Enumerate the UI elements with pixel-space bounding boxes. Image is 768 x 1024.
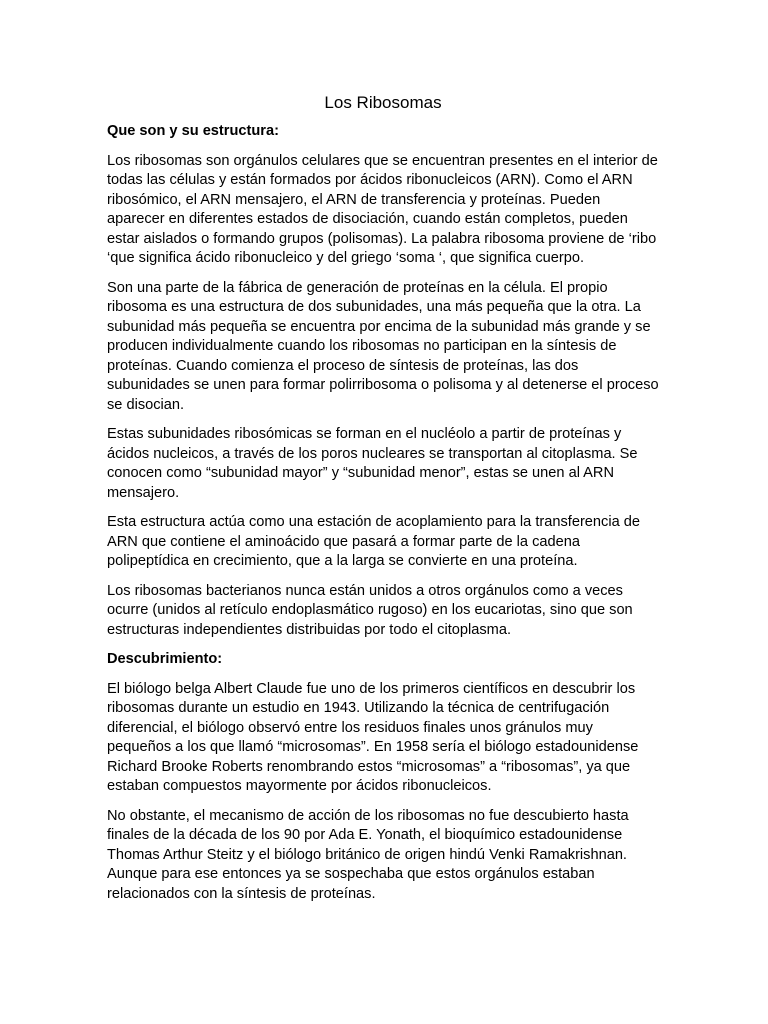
paragraph: Esta estructura actúa como una estación de acoplamiento para la transferencia de ARN que contiene el aminoácido que pasará a formar parte de la cadena polipeptídica en crecimiento, que a la larga se convierte en una proteína. xyxy=(107,514,640,569)
paragraph: Son una parte de la fábrica de generación de proteínas en la célula. El propio ribosoma es una estructura de dos subunidades, una más pequeña que la otra. La subunidad más pequeña se encuentra por encima de la subunidad más grande y se producen individualmente cuando los ribosomas no participan en la síntesis de proteínas. Cuando comienza el proceso de síntesis de proteínas, las dos subunidades se unen para formar polirribosoma o polisoma y al detenerse el proceso se disocian. xyxy=(107,279,659,413)
paragraph: Estas subunidades ribosómicas se forman en el nucléolo a partir de proteínas y ácidos nucleicos, a través de los poros nucleares se transportan al citoplasma. Se conocen como “subunidad mayor” y “subunidad menor”, estas se unen al ARN mensajero. xyxy=(107,426,638,501)
section-heading-descubrimiento: Descubrimiento: xyxy=(107,651,223,667)
paragraph: Los ribosomas son orgánulos celulares que se encuentran presentes en el interior de todas las células y están formados por ácidos ribonucleicos (ARN). Como el ARN ribosómico, el ARN mensajero, el ARN de transferencia y proteínas. Pueden aparecer en diferentes estados de disociación, cuando están completos, pueden estar aislados o formando grupos (polisomas). La palabra ribosoma proviene de ‘ribo ‘que significa ácido ribonucleico y del griego ‘soma ‘, que significa cuerpo. xyxy=(107,152,658,266)
section-estructura xyxy=(107,122,659,640)
section-descubrimiento xyxy=(107,650,659,904)
paragraph: No obstante, el mecanismo de acción de los ribosomas no fue descubierto hasta finales de la década de los 90 por Ada E. Yonath, el bioquímico estadounidense Thomas Arthur Steitz y el biólogo británico de origen hindú Venki Ramakrishnan. Aunque para ese entonces ya se sospechaba que estos orgánulos estaban relacionados con la síntesis de proteínas. xyxy=(107,807,629,902)
paragraph: Los ribosomas bacterianos nunca están unidos a otros orgánulos como a veces ocurre (unidos al retículo endoplasmático rugoso) en los eucariotas, sino que son estructuras independientes distribuidas por todo el citoplasma. xyxy=(107,582,633,638)
section-heading-estructura: Que son y su estructura: xyxy=(107,123,279,139)
paragraph: El biólogo belga Albert Claude fue uno de los primeros científicos en descubrir los ribosomas durante un estudio en 1943. Utilizando la técnica de centrifugación diferencial, el biólogo observó entre los residuos finales unos gránulos muy pequeños a los que llamó “microsomas”. En 1958 sería el biólogo estadounidense Richard Brooke Roberts renombrando estos “microsomas” a “ribosomas”, ya que estaban compuestos mayormente por ácidos ribonucleicos. xyxy=(107,680,639,794)
document-title: Los Ribosomas xyxy=(324,93,442,112)
document-page xyxy=(107,92,659,914)
